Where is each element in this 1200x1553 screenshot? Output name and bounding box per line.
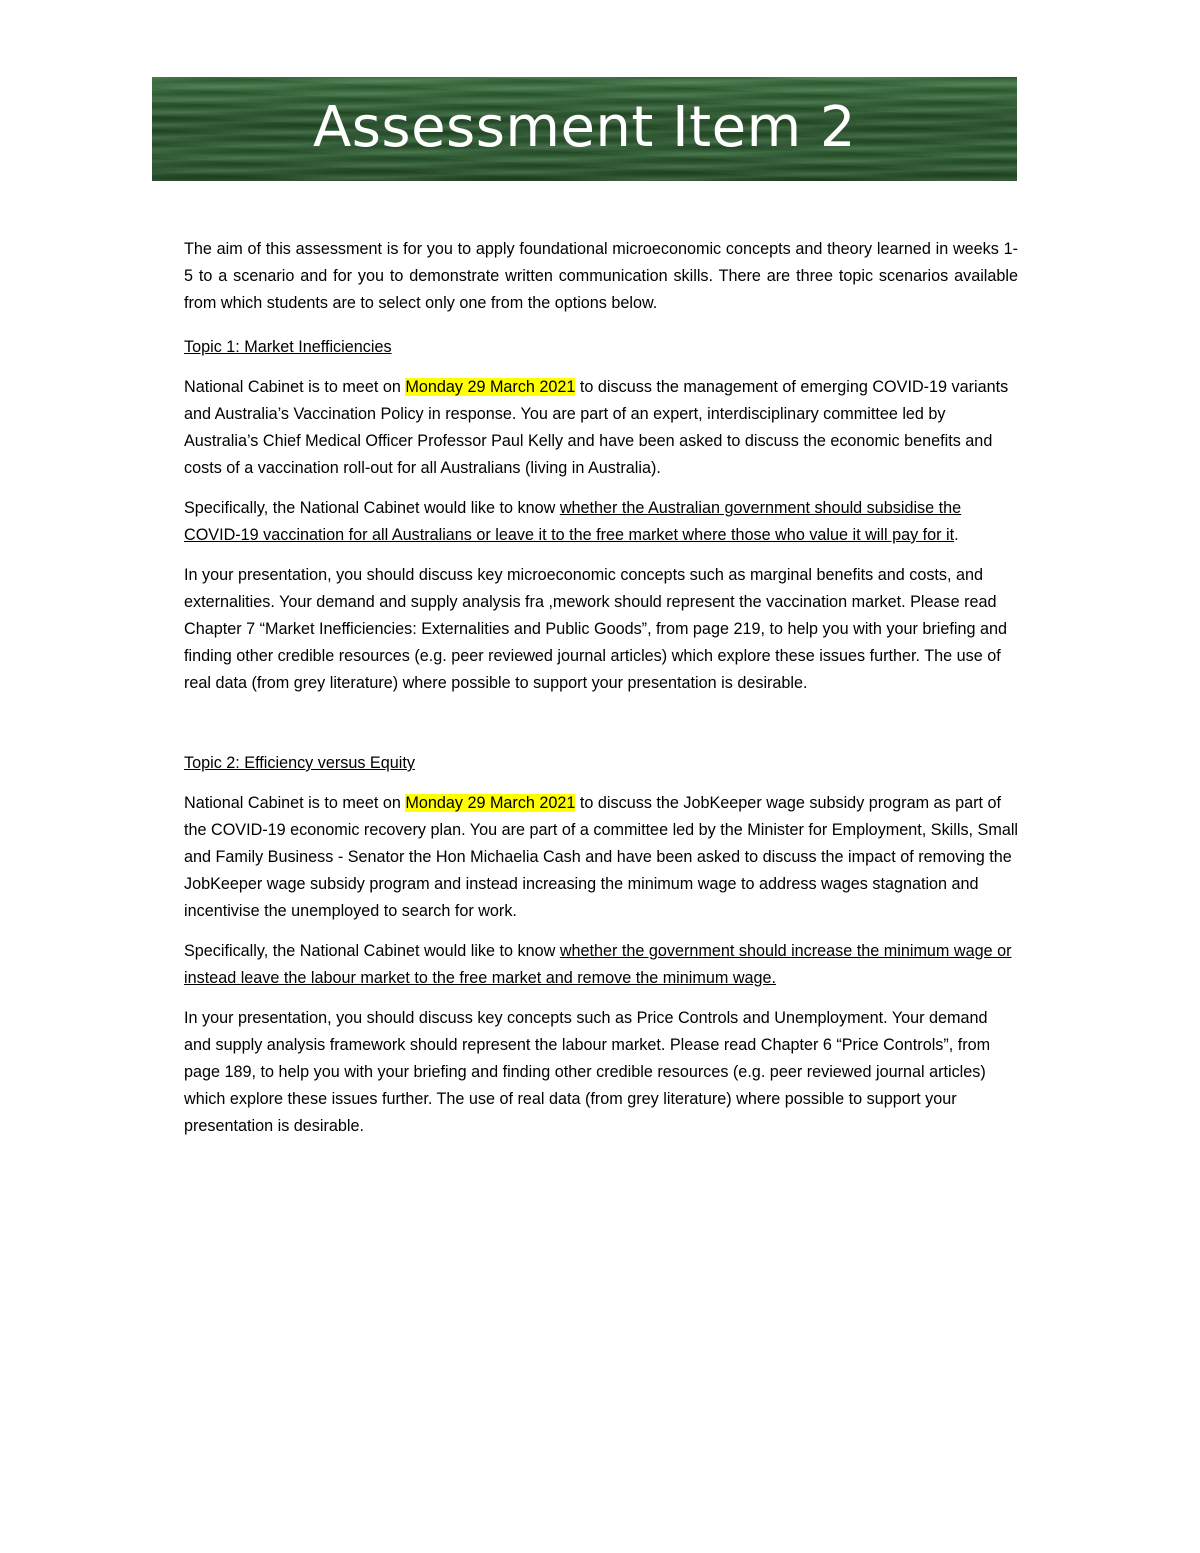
topic2-p2-text: Specifically, the National Cabinet would like to know [184,942,560,960]
topic2-paragraph-1 [184,790,1018,925]
topic1-p1-text-cont: to discuss the management of emerging COVID-19 variants and Australia’s Vaccination Policy in response. You are part of an expert, interdisciplinary committee led by Australia’s Chief Medical Officer Professor Paul Kelly and have been asked to discuss the economic benefits and costs of a vaccination roll-out for all Australians (living in Australia). [184,378,1009,477]
topic1-date-highlight: Monday 29 March 2021 [405,378,576,396]
page-title: Assessment Item 2 [312,94,857,160]
topic1-paragraph-2 [184,495,1018,549]
topic2-p1-text-cont: to discuss the JobKeeper wage subsidy program as part of the COVID-19 economic recovery plan. You are part of a committee led by the Minister for Employment, Skills, Small and Family Business - Senator the Hon Michaelia Cash and have been asked to discuss the impact of removing the JobKeeper wage subsidy program and instead increasing the minimum wage to address wages stagnation and incentivise the unemployed to search for work. [184,794,1019,920]
intro-paragraph: The aim of this assessment is for you to apply foundational microeconomic concepts and theory learned in weeks 1-5 to a scenario and for you to demonstrate written communication skills. There are three topic scenarios available from which students are to select only one from the options below. [184,240,1018,312]
topic2-heading: Topic 2: Efficiency versus Equity [184,754,415,772]
topic1-question-underlined: whether the Australian government should subsidise the COVID-19 vaccination for all Australians or leave it to the free market where those who value it will pay for it [184,499,962,544]
topic2-p1-text: National Cabinet is to meet on [184,794,406,812]
topic2-paragraph-2 [184,938,1018,992]
topic2-paragraph-3: In your presentation, you should discuss key concepts such as Price Controls and Unemployment. Your demand and supply analysis framework should represent the labour market. Please read Chapter 6 “Price Controls”, from page 189, to help you with your briefing and finding other credible resources (e.g. peer reviewed journal articles) which explore these issues further. The use of real data (from grey literature) where possible to support your presentation is desirable. [184,1009,991,1135]
title-banner [152,77,1017,181]
document-body [184,236,1018,1153]
topic2-question-underlined: whether the government should increase the minimum wage or instead leave the labour market to the free market and remove the minimum wage. [184,942,1012,987]
topic1-paragraph-1 [184,374,1018,482]
topic1-p1-text: National Cabinet is to meet on [184,378,406,396]
topic2-date-highlight: Monday 29 March 2021 [405,794,576,812]
topic1-paragraph-3: In your presentation, you should discuss key microeconomic concepts such as marginal benefits and costs, and externalities. Your demand and supply analysis fra ,mework should represent the vaccination market. Please read Chapter 7 “Market Inefficiencies: Externalities and Public Goods”, from page 219, to help you with your briefing and finding other credible resources (e.g. peer reviewed journal articles) which explore these issues further. The use of real data (from grey literature) where possible to support your presentation is desirable. [184,566,1008,692]
topic1-heading: Topic 1: Market Inefficiencies [184,338,392,356]
topic1-p2-text: Specifically, the National Cabinet would like to know [184,499,560,517]
topic1-p2-end: . [954,526,959,544]
section-spacer [184,710,1018,750]
